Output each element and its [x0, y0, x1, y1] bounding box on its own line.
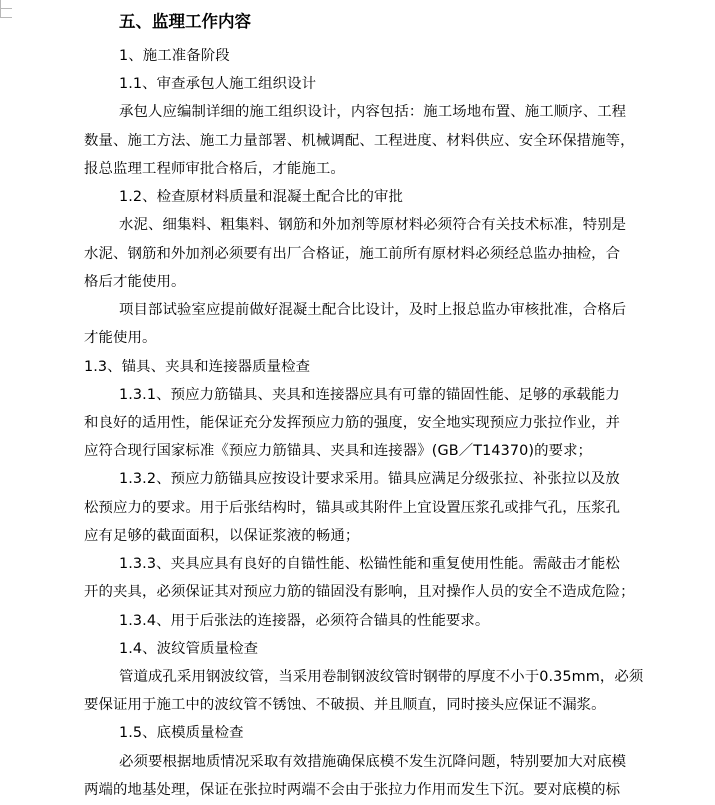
crop-mark-top-left [0, 0, 1, 8]
paragraph-line: 项目部试验室应提前做好混凝土配合比设计，及时上报总监办审核批准，合格后 [119, 302, 627, 318]
paragraph-line: 管道成孔采用钢波纹管，当采用卷制钢波纹管时钢带的厚度不小于0.35mm，必须 [119, 669, 644, 685]
subsection-heading: 1.4、波纹管质量检查 [119, 641, 259, 657]
paragraph-line: 应符合现行国家标准《预应力筋锚具、夹具和连接器》(GB／T14370)的要求； [84, 443, 593, 459]
paragraph-line: 和良好的适用性，能保证充分发挥预应力筋的强度，安全地实现预应力张拉作业，并 [84, 415, 621, 431]
crop-mark-top-right [0, 9, 1, 17]
paragraph-line: 必须要根据地质情况采取有效措施确保底模不发生沉降问题，特别要加大对底模 [119, 754, 627, 770]
paragraph-line: 格后才能使用。 [84, 274, 186, 290]
paragraph-line: 才能使用。 [84, 330, 157, 346]
paragraph-line: 水泥、细集料、粗集料、钢筋和外加剂等原材料必须符合有关技术标准，特别是 [119, 217, 627, 233]
subsection-heading: 1、施工准备阶段 [119, 48, 230, 64]
paragraph-line: 1.3.1、预应力筋锚具、夹具和连接器应具有可靠的锚固性能、足够的承载能力 [119, 387, 620, 403]
paragraph-line: 应有足够的截面面积，以保证浆液的畅通； [84, 528, 360, 544]
paragraph-line: 1.3.3、夹具应具有良好的自锚性能、松锚性能和重复使用性能。需敲击才能松 [119, 556, 620, 572]
paragraph-line: 水泥、钢筋和外加剂必须要有出厂合格证，施工前所有原材料必须经总监办抽检，合 [84, 246, 621, 262]
section-title: 五、监理工作内容 [119, 12, 251, 31]
subsection-heading: 1.2、检查原材料质量和混凝土配合比的审批 [119, 189, 404, 205]
paragraph-line: 1.3.2、预应力筋锚具应按设计要求采用。锚具应满足分级张拉、补张拉以及放 [119, 471, 620, 487]
paragraph-line: 开的夹具，必须保证其对预应力筋的锚固没有影响，且对操作人员的安全不造成危险； [84, 584, 635, 600]
paragraph-line: 1.3.4、用于后张法的连接器，必须符合锚具的性能要求。 [119, 613, 490, 629]
crop-mark-top-left-horizontal [0, 8, 12, 9]
subsection-heading: 1.3、锚具、夹具和连接器质量检查 [84, 359, 311, 375]
paragraph-line: 两端的地基处理，保证在张拉时两端不会由于张拉力作用而发生下沉。要对底模的标 [84, 782, 621, 798]
subsection-heading: 1.5、底模质量检查 [119, 725, 244, 741]
paragraph-line: 松预应力的要求。用于后张结构时，锚具或其附件上宜设置压浆孔或排气孔，压浆孔 [84, 500, 621, 516]
subsection-heading: 1.1、审查承包人施工组织设计 [119, 76, 317, 92]
paragraph-line: 承包人应编制详细的施工组织设计，内容包括：施工场地布置、施工顺序、工程 [119, 104, 627, 120]
paragraph-line: 要保证用于施工中的波纹管不锈蚀、不破损、并且顺直，同时接头应保证不漏浆。 [84, 697, 606, 713]
crop-mark-top-right-horizontal [0, 17, 12, 18]
paragraph-line: 报总监理工程师审批合格后，才能施工。 [84, 161, 345, 177]
paragraph-line: 数量、施工方法、施工力量部署、机械调配、工程进度、材料供应、安全环保措施等， [84, 133, 635, 149]
